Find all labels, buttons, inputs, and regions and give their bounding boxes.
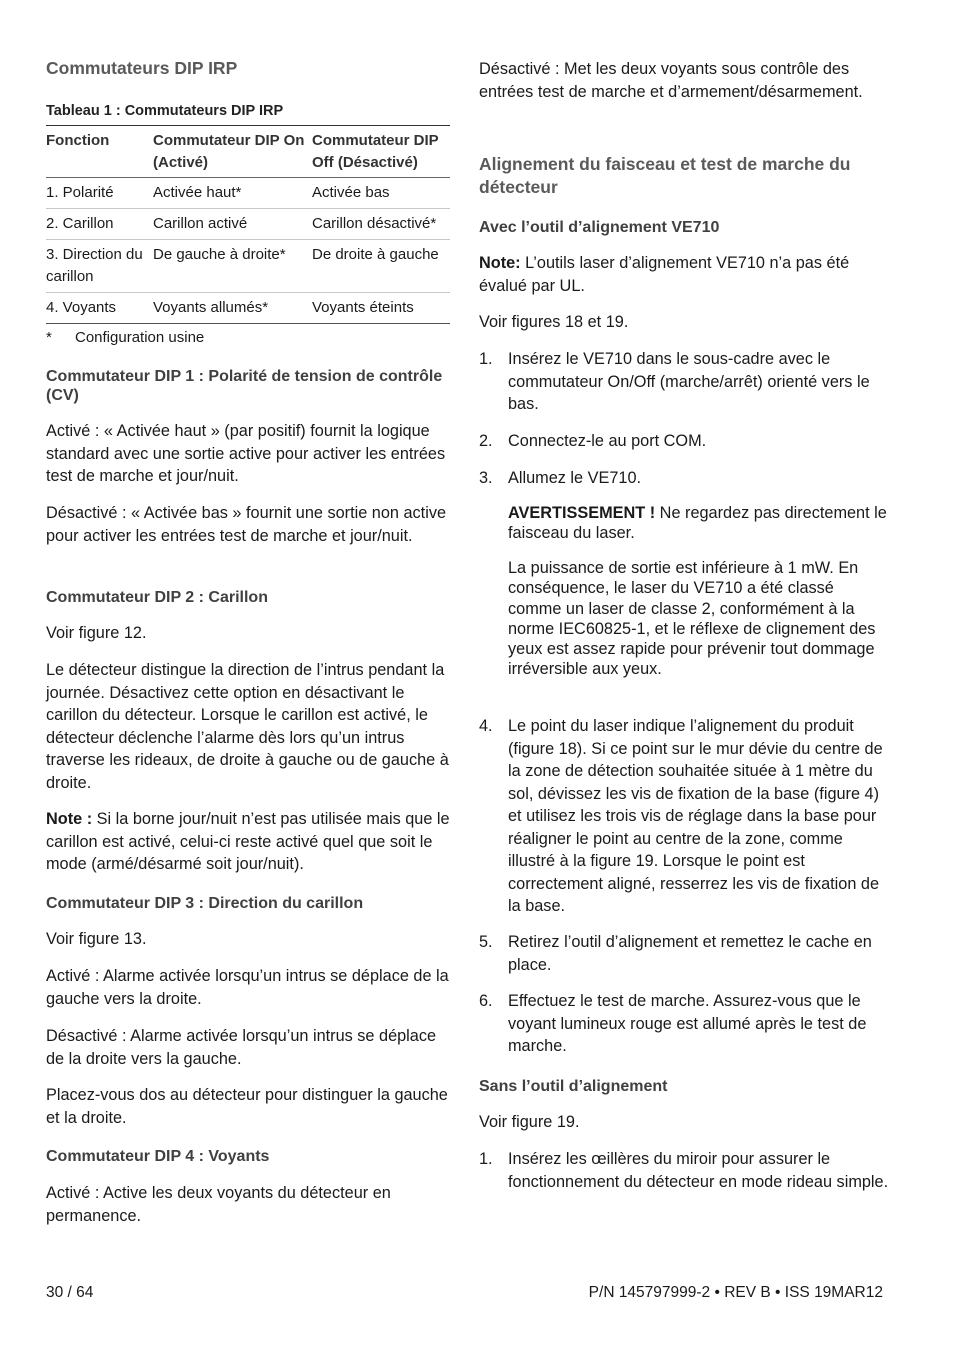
- list-text: Insérez les œillères du miroir pour assurer le fonctionnement du détecteur en mode rideau simple.: [508, 1150, 889, 1191]
- note-text: L’outils laser d’alignement VE710 n’a pas été évalué par UL.: [479, 254, 850, 295]
- list-number: 1.: [479, 350, 493, 368]
- table-footnote: [46, 328, 450, 348]
- list-text: Effectuez le test de marche. Assurez-vous que le voyant lumineux rouge est allumé après le test de marche.: [508, 992, 867, 1055]
- note-label: Note :: [46, 810, 93, 828]
- list-text: Allumez le VE710.: [508, 469, 642, 487]
- dip3-see-figure: Voir figure 13.: [46, 930, 147, 948]
- list-number: 5.: [479, 933, 493, 951]
- dip4-on-paragraph: Activé : Active les deux voyants du détecteur en permanence.: [46, 1184, 391, 1225]
- dip4-off-paragraph: Désactivé : Met les deux voyants sous contrôle des entrées test de marche et d’armement/désarmement.: [479, 60, 863, 101]
- table-cell: 2. Carillon: [46, 215, 114, 232]
- dip4-heading: Commutateur DIP 4 : Voyants: [46, 1148, 270, 1165]
- table-cell: Activée haut*: [153, 184, 242, 201]
- section-heading-dip-irp: Commutateurs DIP IRP: [46, 58, 238, 78]
- table-cell: De gauche à droite*: [153, 246, 286, 263]
- laser-warning: [508, 503, 889, 544]
- table-cell: Carillon activé: [153, 215, 248, 232]
- table-row: [46, 209, 450, 240]
- table-cell: Activée bas: [312, 184, 390, 201]
- laser-power-paragraph: La puissance de sortie est inférieure à 1 mW. En conséquence, le laser du VE710 a été classé comme un laser de classe 2, conformément à la norme IEC60825-1, et le réflexe de clignement des yeux est assez rapide pour prévenir tout dommage irréversible aux yeux.: [508, 559, 876, 679]
- table-caption: Tableau 1 : Commutateurs DIP IRP: [46, 103, 284, 119]
- section-heading-alignment: Alignement du faisceau et test de marche du détecteur: [479, 154, 851, 197]
- dip1-heading: Commutateur DIP 1 : Polarité de tension de contrôle (CV): [46, 368, 443, 404]
- see-figures-18-19: Voir figures 18 et 19.: [479, 313, 629, 331]
- list-item: [479, 1148, 889, 1193]
- table-cell: 1. Polarité: [46, 184, 114, 201]
- warning-text: Ne regardez pas directement le faisceau du laser.: [508, 504, 887, 543]
- table-header-cell: Commutateur DIP Off (Désactivé): [312, 132, 439, 171]
- table-cell: Carillon désactivé*: [312, 215, 437, 232]
- dip3-heading: Commutateur DIP 3 : Direction du carillon: [46, 895, 364, 912]
- note-label: Note:: [479, 254, 521, 272]
- dip3-on-paragraph: Activé : Alarme activée lorsqu’un intrus se déplace de la gauche vers la droite.: [46, 967, 449, 1008]
- dip1-on-paragraph: Activé : « Activée haut » (par positif) fournit la logique standard avec une sortie active pour activer les entrées test de marche et jour/nuit.: [46, 422, 446, 485]
- table-header-cell: Fonction: [46, 132, 110, 149]
- list-number: 2.: [479, 432, 493, 450]
- dip3-off-paragraph: Désactivé : Alarme activée lorsqu’un intrus se déplace de la droite vers la gauche.: [46, 1027, 437, 1068]
- list-item: [479, 715, 889, 918]
- list-item: [479, 990, 889, 1058]
- table-cell: 3. Direction du carillon: [46, 246, 143, 285]
- table-header-row: [46, 126, 450, 178]
- note-text: Si la borne jour/nuit n’est pas utilisée mais que le carillon est activé, celui-ci reste activé quel que soit le mode (armé/désarmé soit jour/nuit).: [46, 810, 450, 873]
- warning-label: AVERTISSEMENT !: [508, 504, 656, 522]
- dip1-off-paragraph: Désactivé : « Activée bas » fournit une sortie non active pour activer les entrées test de marche et jour/nuit.: [46, 504, 447, 545]
- page-number: 30 / 64: [46, 1284, 94, 1301]
- part-number: P/N 145797999-2 • REV B • ISS 19MAR12: [588, 1284, 883, 1301]
- list-text: Insérez le VE710 dans le sous-cadre avec le commutateur On/Off (marche/arrêt) orienté vers le bas.: [508, 350, 870, 413]
- table-cell: De droite à gauche: [312, 246, 439, 263]
- see-figure-19: Voir figure 19.: [479, 1113, 580, 1131]
- list-number: 3.: [479, 469, 493, 487]
- table-row: [46, 293, 450, 324]
- list-item: [479, 467, 889, 490]
- table-cell: 4. Voyants: [46, 299, 117, 316]
- dip2-paragraph: Le détecteur distingue la direction de l’intrus pendant la journée. Désactivez cette option en désactivant le carillon du détecteur. Lorsque le carillon est activé, le détecteur déclenche l’alarme dès lors qu’un intrus traverse les rideaux, de droite à gauche ou de gauche à droite.: [46, 661, 449, 792]
- dip-switch-table: [46, 125, 450, 324]
- table-row: [46, 178, 450, 209]
- without-tool-heading: Sans l’outil d’alignement: [479, 1078, 668, 1095]
- list-text: Retirez l’outil d’alignement et remettez le cache en place.: [508, 933, 872, 974]
- with-tool-heading: Avec l’outil d’alignement VE710: [479, 219, 720, 236]
- list-item: [479, 430, 889, 453]
- footnote-text: Configuration usine: [75, 329, 205, 346]
- list-text: Connectez-le au port COM.: [508, 432, 707, 450]
- dip2-note: [46, 808, 450, 876]
- table-cell: Voyants allumés*: [153, 299, 269, 316]
- list-number: 6.: [479, 992, 493, 1010]
- dip2-heading: Commutateur DIP 2 : Carillon: [46, 589, 268, 606]
- footnote-mark: *: [46, 329, 52, 346]
- list-number: 4.: [479, 717, 493, 735]
- table-cell: Voyants éteints: [312, 299, 414, 316]
- list-number: 1.: [479, 1150, 493, 1168]
- list-item: [479, 931, 889, 976]
- list-text: Le point du laser indique l’alignement du produit (figure 18). Si ce point sur le mur dévie du centre de la zone de détection souhaitée située à 1 mètre du sol, dévissez les vis de fixation de la base (figure 4) et utilisez les trois vis de réglage dans la base pour réaligner le point au centre de la zone, comme illustré à la figure 19. Lorsque le point est correctement aligné, resserrez les vis de fixation de la base.: [508, 717, 883, 915]
- list-item: [479, 348, 889, 416]
- dip2-see-figure: Voir figure 12.: [46, 624, 147, 642]
- ul-note: [479, 252, 889, 297]
- dip3-tip-paragraph: Placez-vous dos au détecteur pour distinguer la gauche et la droite.: [46, 1086, 448, 1127]
- table-header-cell: Commutateur DIP On (Activé): [153, 132, 305, 171]
- table-row: [46, 240, 450, 293]
